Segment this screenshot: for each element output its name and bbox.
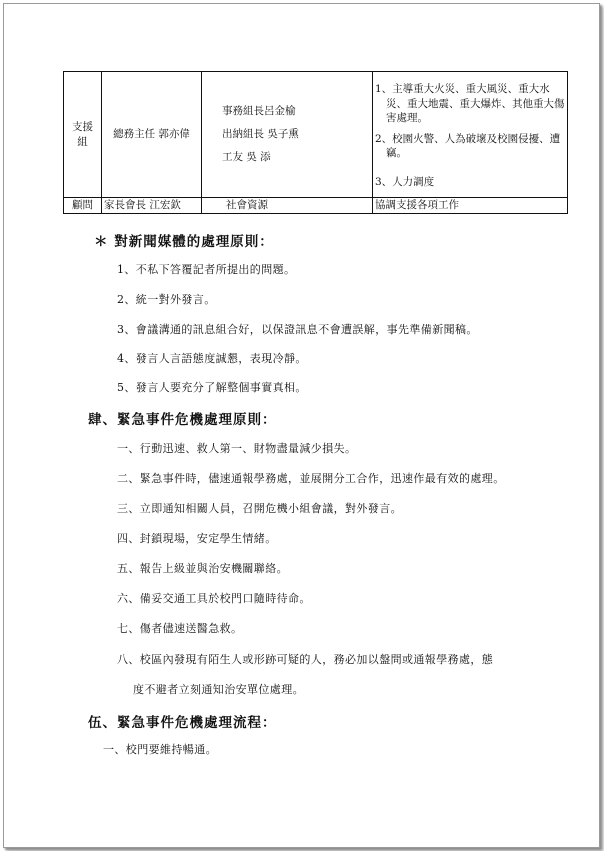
media-item-5: 5、發言人要充分了解整個事實真相。 [117, 381, 307, 394]
section4-item-4: 四、封鎖現場，安定學生情緒。 [117, 532, 277, 545]
member-1: 事務組長呂金榆 [222, 105, 296, 117]
section5-heading: 伍、緊急事件危機處理流程： [88, 715, 277, 731]
advisor-person: 家長會長 江宏欽 [102, 198, 202, 214]
table-row-support [64, 72, 568, 198]
media-item-1: 1、不私下答覆記者所提出的問題。 [117, 263, 296, 276]
advisor-duty: 協調支援各項工作 [373, 198, 568, 214]
support-group-label-cell [64, 72, 102, 198]
media-item-4: 4、發言人言語態度誠懇，表現冷靜。 [117, 352, 307, 365]
duty-3: 3、人力調度 [375, 175, 435, 188]
support-group-members [202, 100, 372, 169]
support-group-duties-cell [373, 72, 568, 198]
media-item-2: 2、統一對外發言。 [117, 293, 216, 306]
member-2: 出納組長 吳子熏 [222, 128, 299, 140]
member-3: 工友 吳 添 [222, 151, 271, 163]
support-group-duties [373, 80, 567, 189]
media-heading: ＊ 對新聞媒體的處理原則： [94, 234, 274, 250]
duty-1: 1、主導重大火災、重大風災、重大水災、重大地震、重大爆炸、其他重大傷害處理。 [375, 83, 565, 124]
section4-item-2: 二、緊急事件時，儘速通報學務處，並展開分工合作，迅速作最有效的處理。 [117, 472, 505, 485]
section4-item-5: 五、報告上級並與治安機關聯絡。 [117, 562, 288, 575]
section4-item-8-continuation: 度不避者立刻通知治安單位處理。 [133, 683, 304, 696]
advisor-label: 顧問 [64, 198, 102, 214]
table-row-advisor [64, 198, 568, 214]
support-group-members-cell [202, 72, 373, 198]
section4-item-6: 六、備妥交通工具於校門口隨時待命。 [117, 592, 311, 605]
section4-item-3: 三、立即通知相關人員，召開危機小組會議，對外發言。 [117, 502, 402, 515]
duty-2: 2、校園火警、人為破壞及校園侵擾、遭竊。 [375, 132, 561, 159]
section4-item-1: 一、行動迅速、救人第一、財物盡量減少損失。 [117, 442, 357, 455]
section4-item-8: 八、校區內發現有陌生人或形跡可疑的人，務必加以盤問或通報學務處，態 [117, 653, 494, 666]
section4-heading: 肆、緊急事件危機處理原則： [88, 412, 277, 428]
media-item-3: 3、會議溝通的訊息組合好，以保證訊息不會遭誤解，事先準備新聞稿。 [117, 323, 478, 336]
support-group-label: 支援組 [72, 120, 93, 148]
organization-table [63, 71, 568, 214]
support-group-leader-cell [102, 72, 202, 198]
support-group-leader: 總務主任 郭亦偉 [113, 128, 190, 140]
section5-item-1: 一、校門要維持暢通。 [103, 743, 217, 756]
advisor-resource: 社會資源 [202, 198, 373, 214]
section4-item-7: 七、傷者儘速送醫急救。 [117, 622, 243, 635]
